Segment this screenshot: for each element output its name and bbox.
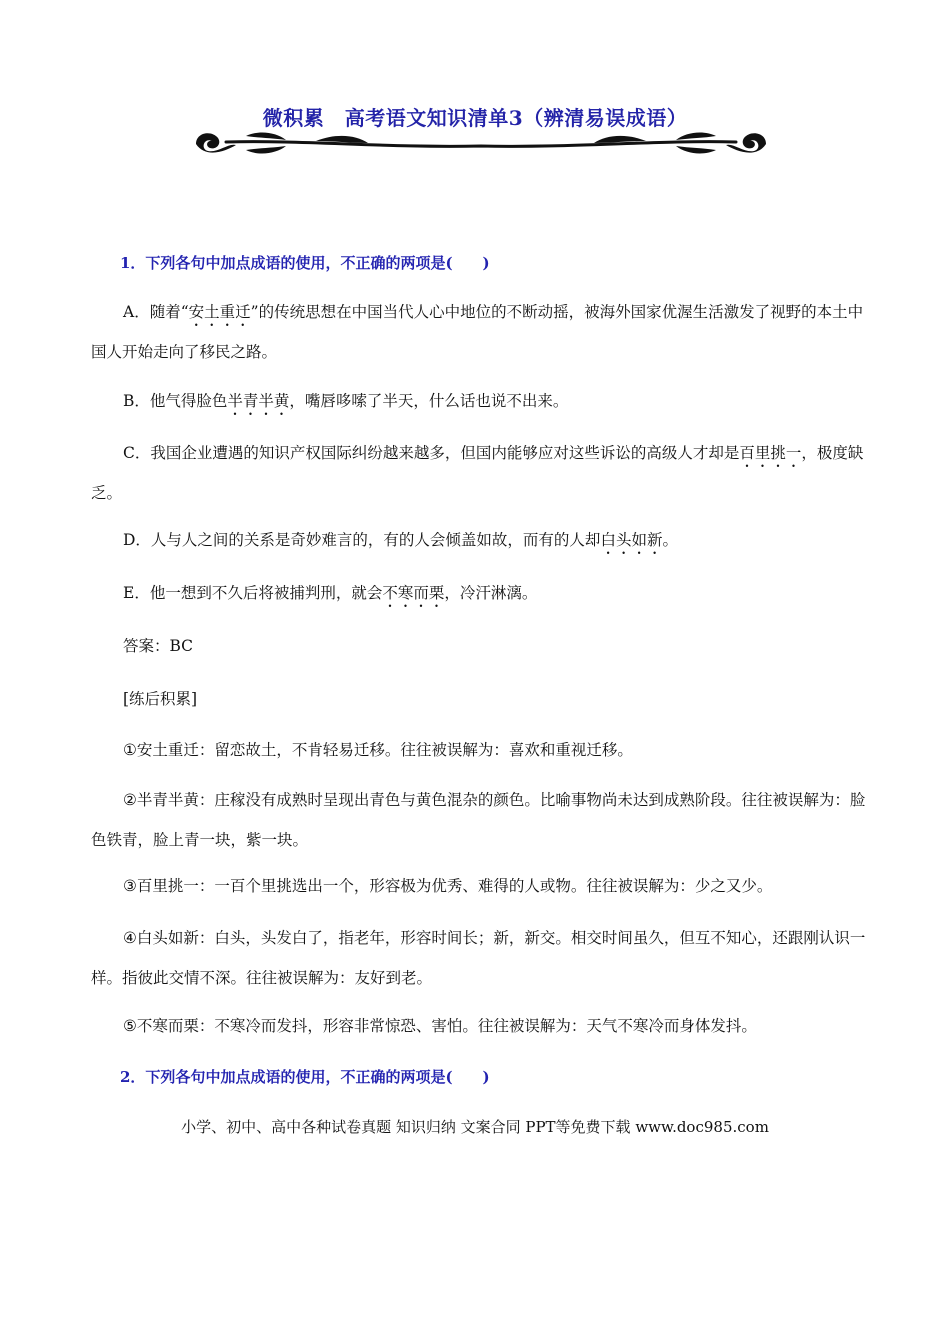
option-b-idiom: 半青半黄 [227,392,290,410]
option-b [91,381,871,421]
practice-heading: [练后积累] [123,690,198,708]
note-1: ①安土重迁：留恋故土，不肯轻易迁移。往往被误解为：喜欢和重视迁移。 [123,741,633,759]
note-5: ⑤不寒而栗：不寒冷而发抖，形容非常惊恐、害怕。往往被误解为：天气不寒冷而身体发抖。 [123,1017,757,1035]
option-e-pre: E．他一想到不久后将被捕判刑，就会 [123,584,383,602]
note-2: ②半青半黄：庄稼没有成熟时呈现出青色与黄色混杂的颜色。比喻事物尚未达到成熟阶段。往往被误解为：脸色铁青，脸上青一块，紫一块。 [91,791,866,849]
option-a-pre: A．随着“ [123,303,189,321]
option-a [91,292,871,372]
option-d-pre: D．人与人之间的关系是奇妙难言的，有的人会倾盖如故，而有的人却 [123,531,601,549]
option-a-idiom: 安土重迁 [188,303,251,321]
option-e [91,573,871,613]
option-c-pre: C．我国企业遭遇的知识产权国际纠纷越来越多，但国内能够应对这些诉讼的高级人才却是 [123,444,740,462]
note-4: ④白头如新：白头，头发白了，指老年，形容时间长；新，新交。相交时间虽久，但互不知心，还跟刚认识一样。指彼此交情不深。往往被误解为：友好到老。 [91,929,866,987]
option-e-post: ，冷汗淋漓。 [444,584,538,602]
option-c [91,433,871,513]
option-c-idiom: 百里挑一 [739,444,802,462]
option-d [91,520,871,560]
option-b-post: ，嘴唇哆嗦了半天，什么话也说不出来。 [289,392,569,410]
option-a-post: ”的传统思想在中国当代人心中地位的不断动摇，被海外国家优渥生活激发了视野的本土中国人开始走向了移民之路。 [91,303,864,361]
answer-line: 答案：BC [123,637,194,655]
option-d-idiom: 白头如新 [600,531,663,549]
option-c-post: ，极度缺乏。 [91,444,864,502]
option-b-pre: B．他气得脸色 [123,392,228,410]
question-2-stem: 2．下列各句中加点成语的使用，不正确的两项是( ) [120,1068,490,1086]
question-1-stem: 1．下列各句中加点成语的使用，不正确的两项是( ) [120,254,490,272]
page-title: 微积累 高考语文知识清单3（辨清易误成语） [262,106,688,130]
page-footer: 小学、初中、高中各种试卷真题 知识归纳 文案合同 PPT等免费下载 www.doc985.com [181,1118,769,1136]
title-ornament [186,124,776,162]
option-e-idiom: 不寒而栗 [382,584,445,602]
option-d-post: 。 [662,531,678,549]
note-3: ③百里挑一：一百个里挑选出一个，形容极为优秀、难得的人或物。往往被误解为：少之又少。 [123,877,773,895]
